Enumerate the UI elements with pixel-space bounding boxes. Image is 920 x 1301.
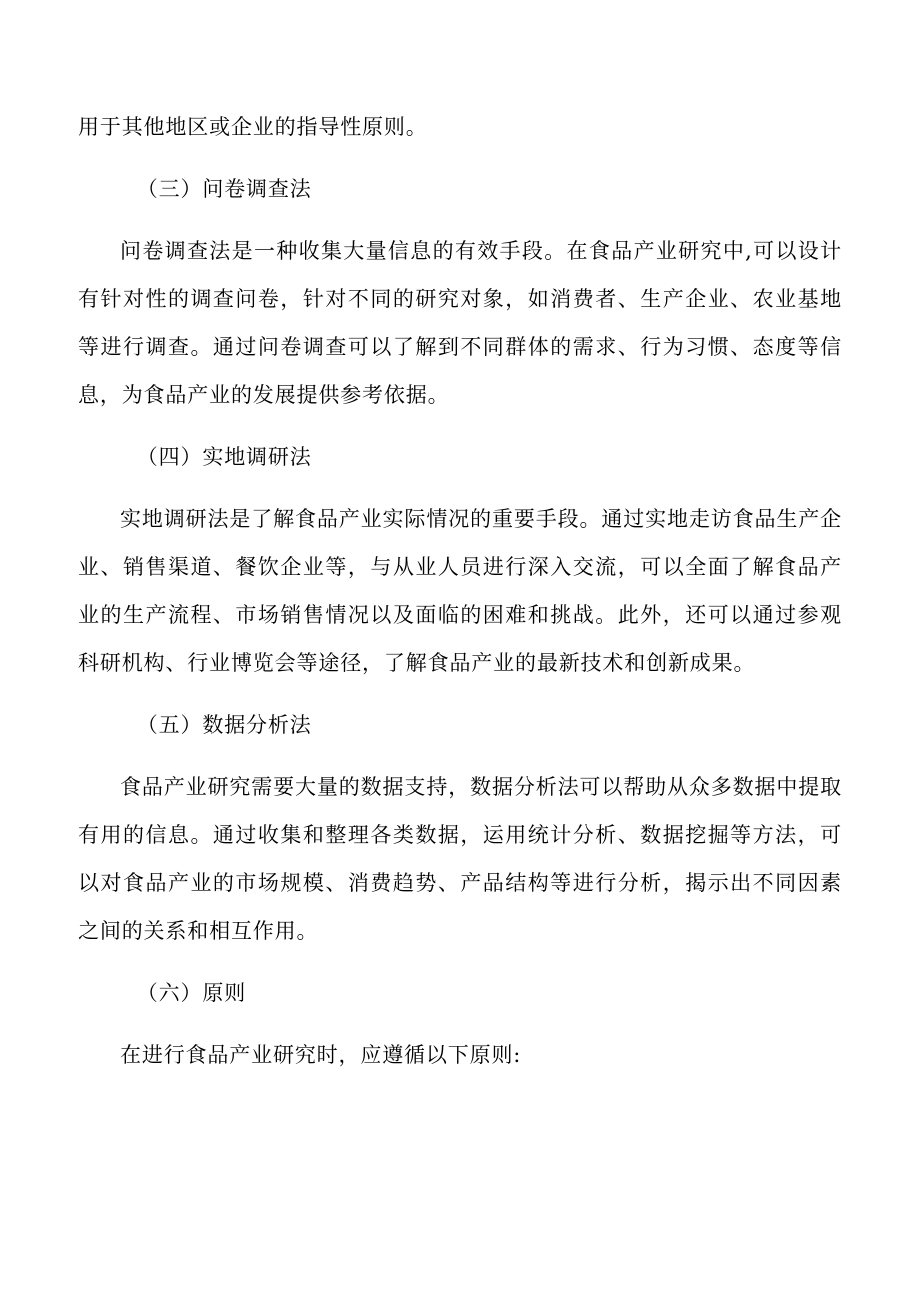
paragraph-principles: 在进行食品产业研究时，应遵循以下原则: (120, 1043, 522, 1067)
section-heading-principles: （六）原则 (136, 981, 247, 1005)
section-heading-questionnaire: （三）问卷调查法 (136, 177, 312, 201)
section-heading-data-analysis: （五）数据分析法 (136, 713, 312, 737)
paragraph-continuation: 用于其他地区或企业的指导性原则。 (78, 115, 428, 139)
document-body (78, 103, 842, 1093)
paragraph-field-research: 实地调研法是了解食品产业实际情况的重要手段。通过实地走访食品生产企业、销售渠道、餐饮企业等，与从业人员进行深入交流，可以全面了解食品产业的生产流程、市场销售情况以及面临的困难和挑战。此外，还可以通过参观科研机构、行业博览会等途径，了解食品产业的最新技术和创新成果。 (78, 507, 842, 675)
paragraph-questionnaire: 问卷调查法是一种收集大量信息的有效手段。在食品产业研究中,可以设计有针对性的调查问卷，针对不同的研究对象，如消费者、生产企业、农业基地等进行调查。通过问卷调查可以了解到不同群体的需求、行为习惯、态度等信息，为食品产业的发展提供参考依据。 (78, 239, 842, 407)
paragraph-data-analysis: 食品产业研究需要大量的数据支持，数据分析法可以帮助从众多数据中提取有用的信息。通过收集和整理各类数据，运用统计分析、数据挖掘等方法，可以对食品产业的市场规模、消费趋势、产品结构等进行分析，揭示出不同因素之间的关系和相互作用。 (78, 775, 842, 943)
section-heading-field-research: （四）实地调研法 (136, 445, 312, 469)
